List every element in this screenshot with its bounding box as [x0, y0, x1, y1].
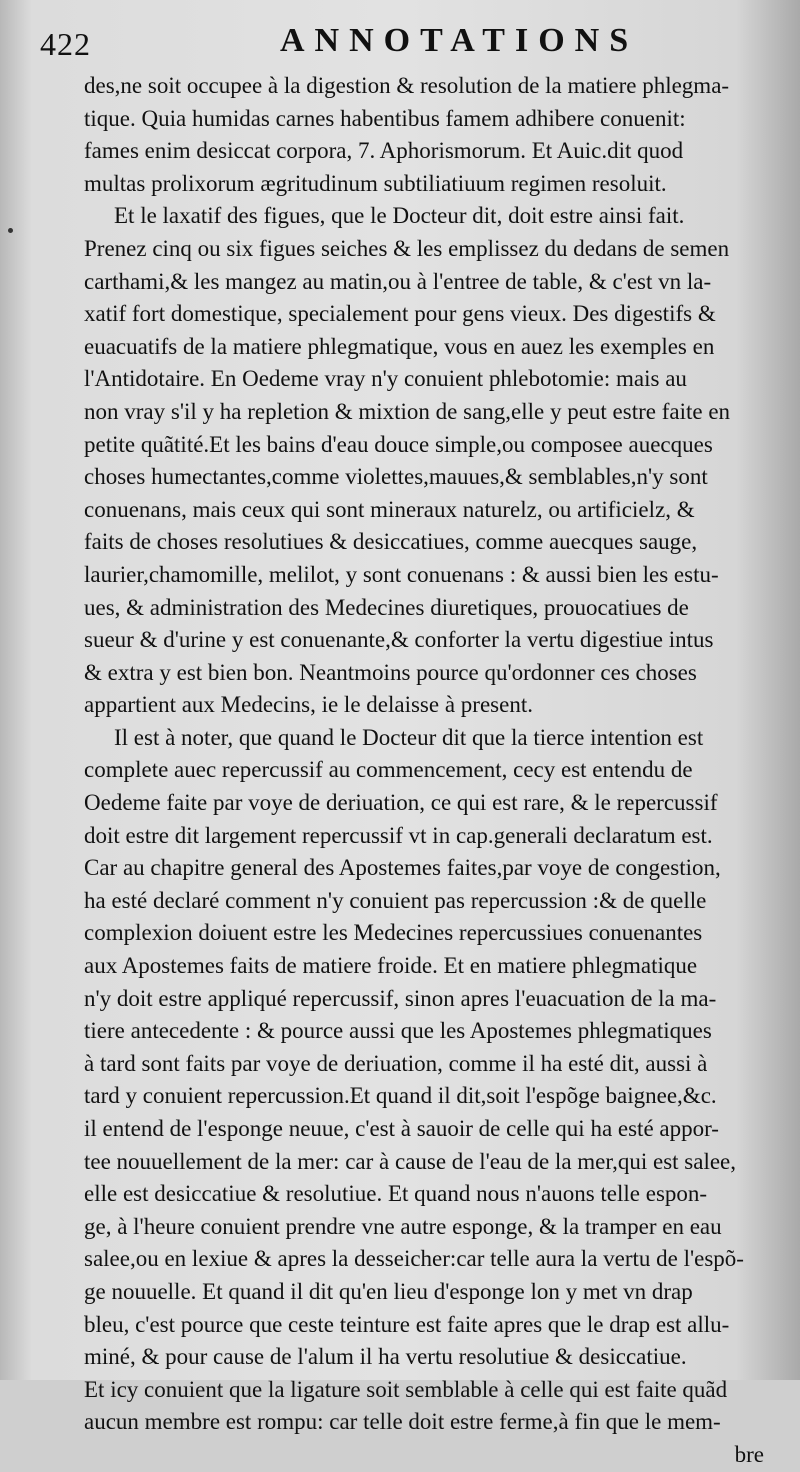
text-line: ues, & administration des Medecines diuretiques, prouocatiues de — [84, 594, 689, 620]
text-line: ge, à l'heure conuient prendre vne autre esponge, & la tramper en eau — [84, 1213, 722, 1239]
text-line: l'Antidotaire. En Oedeme vray n'y conuient phlebotomie: mais au — [84, 366, 687, 392]
body-text — [84, 70, 774, 1472]
text-line: miné, & pour cause de l'alum il ha vertu resolutiue & desiccatiue. — [84, 1344, 687, 1370]
text-line: tee nouuellement de la mer: car à cause de l'eau de la mer,qui est salee, — [84, 1148, 737, 1174]
text-line: n'y doit estre appliqué repercussif, sinon apres l'euacuation de la ma- — [84, 985, 717, 1011]
text-line: il entend de l'esponge neuue, c'est à sauoir de celle qui ha esté appor- — [84, 1116, 719, 1141]
text-line: multas prolixorum ægritudinum subtiliatiuum regimen resoluit. — [84, 170, 667, 196]
text-line: non vray s'il y ha repletion & mixtion de sang,elle y peut estre faite en — [84, 398, 731, 424]
text-line: bleu, c'est pource que ceste teinture est faite apres que le drap est allu- — [84, 1311, 730, 1337]
text-line: fames enim desiccat corpora, 7. Aphorismorum. Et Auic.dit quod — [84, 138, 684, 164]
text-line: euacuatifs de la matiere phlegmatique, vous en auez les exemples en — [84, 333, 715, 359]
text-line: elle est desiccatiue & resolutiue. Et quand nous n'auons telle espon- — [84, 1181, 708, 1207]
text-line: appartient aux Medecins, ie le delaisse à present. — [84, 692, 533, 718]
text-line: Oedeme faite par voye de deriuation, ce qui est rare, & le repercussif — [84, 790, 718, 816]
text-line: choses humectantes,comme violettes,mauues,& semblables,n'y sont — [84, 464, 708, 490]
text-line: des,ne soit occupee à la digestion & resolution de la matiere phlegma- — [84, 73, 730, 98]
running-head: ANNOTATIONS — [280, 22, 639, 59]
text-line: Il est à noter, que quand le Docteur dit que la tierce intention est — [114, 724, 704, 750]
text-line: xatif fort domestique, specialement pour gens vieux. Des digestifs & — [84, 301, 716, 327]
page-number: 422 — [40, 26, 91, 62]
margin-mark — [8, 228, 13, 233]
text-line: tique. Quia humidas carnes habentibus famem adhibere conuenit: — [84, 105, 686, 131]
text-line: conuenans, mais ceux qui sont mineraux naturelz, ou artificielz, & — [84, 496, 695, 522]
text-line: doit estre dit largement repercussif vt in cap.generali declaratum est. — [84, 822, 713, 848]
text-line: & extra y est bien bon. Neantmoins pource qu'ordonner ces choses — [84, 659, 697, 685]
text-line: Et icy conuient que la ligature soit semblable à celle qui est faite quãd — [84, 1376, 728, 1402]
text-line: faits de choses resolutiues & desiccatiues, comme auecques sauge, — [84, 529, 698, 555]
text-line: complexion doiuent estre les Medecines repercussiues conuenantes — [84, 920, 703, 946]
text-line: à tard sont faits par voye de deriuation, comme il ha esté dit, aussi à — [84, 1050, 708, 1076]
text-line: salee,ou en lexiue & apres la desseicher:car telle aura la vertu de l'espõ- — [84, 1246, 744, 1272]
text-line: aux Apostemes faits de matiere froide. Et en matiere phlegmatique — [84, 953, 698, 979]
text-line: ge nouuelle. Et quand il dit qu'en lieu d'esponge lon y met vn drap — [84, 1278, 693, 1304]
text-line: tard y conuient repercussion.Et quand il dit,soit l'espõge baignee,&c. — [84, 1083, 717, 1109]
text-line: petite quãtité.Et les bains d'eau douce simple,ou composee auecques — [84, 431, 713, 457]
text-line: aucun membre est rompu: car telle doit estre ferme,à fin que le mem- — [84, 1409, 721, 1435]
text-line: Car au chapitre general des Apostemes faites,par voye de congestion, — [84, 855, 721, 881]
text-line: carthami,& les mangez au matin,ou à l'entree de table, & c'est vn la- — [84, 268, 712, 294]
catchword: bre — [734, 1441, 764, 1467]
text-line: laurier,chamomille, melilot, y sont conuenans : & aussi bien les estu- — [84, 561, 719, 587]
text-line: tiere antecedente : & pource aussi que les Apostemes phlegmatiques — [84, 1018, 712, 1044]
text-line: sueur & d'urine y est conuenante,& conforter la vertu digestiue intus — [84, 627, 714, 653]
page-header — [40, 22, 780, 66]
text-line: Prenez cinq ou six figues seiches & les emplissez du dedans de semen — [84, 235, 730, 261]
text-line: Et le laxatif des figues, que le Docteur dit, doit estre ainsi fait. — [114, 203, 685, 229]
text-line: complete auec repercussif au commencement, cecy est entendu de — [84, 757, 693, 783]
text-line: ha esté declaré comment n'y conuient pas repercussion :& de quelle — [84, 887, 707, 913]
